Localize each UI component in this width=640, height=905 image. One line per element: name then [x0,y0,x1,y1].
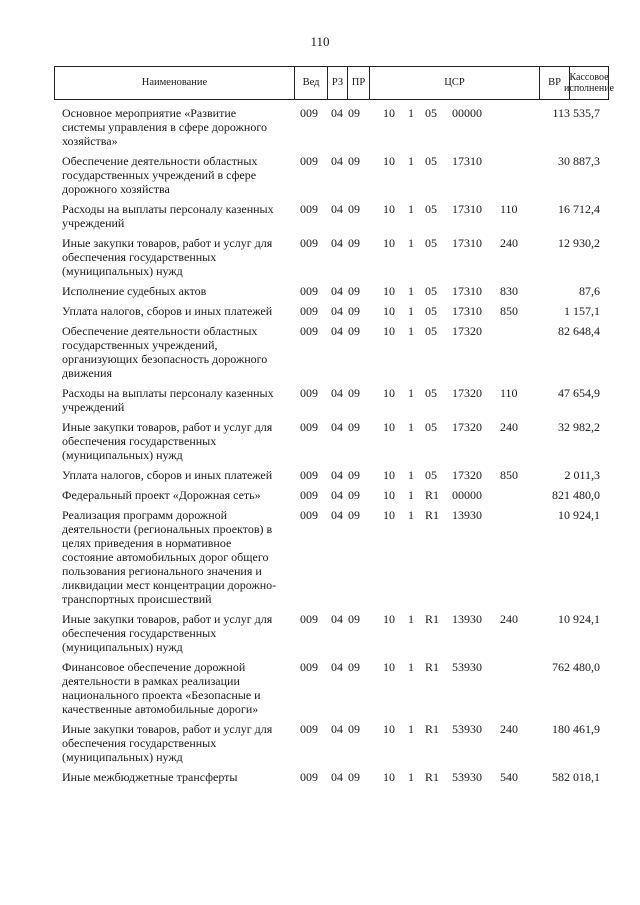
row-amount: 82 648,4 [558,324,600,338]
row-name: Расходы на выплаты персоналу казенных учреждений [62,202,274,230]
row-name: Федеральный проект «Дорожная сеть» [62,488,261,502]
row-pr: 09 [348,324,360,338]
row-amount: 32 982,2 [558,420,600,434]
row-name: Уплата налогов, сборов и иных платежей [62,304,273,318]
row-c2: 1 [408,386,414,400]
row-c4: 17320 [452,420,482,434]
row-c3: 05 [425,202,437,216]
row-pr: 09 [348,154,360,168]
table-header [54,66,614,100]
row-pr: 09 [348,386,360,400]
table-row [0,324,640,380]
row-c4: 17320 [452,324,482,338]
row-c2: 1 [408,420,414,434]
row-vr: 850 [500,468,518,482]
row-c4: 53930 [452,770,482,784]
row-ved: 009 [300,386,318,400]
row-rz: 04 [331,324,343,338]
row-ved: 009 [300,154,318,168]
row-c4: 00000 [452,488,482,502]
table-row [0,106,640,148]
row-ved: 009 [300,612,318,626]
row-c2: 1 [408,284,414,298]
header-rz: РЗ [328,67,348,99]
row-c2: 1 [408,612,414,626]
row-name: Обеспечение деятельности областных государственных учреждений в сфере дорожного хозяйства [62,154,258,196]
row-name: Основное мероприятие «Развитие системы управления в сфере дорожного хозяйства» [62,106,267,148]
row-pr: 09 [348,612,360,626]
row-vr: 240 [500,722,518,736]
row-c2: 1 [408,202,414,216]
table-row [0,386,640,414]
row-c1: 10 [383,236,395,250]
row-pr: 09 [348,468,360,482]
row-c4: 17320 [452,468,482,482]
row-amount: 1 157,1 [564,304,600,318]
header-pr: ПР [348,67,370,99]
page-number: 110 [310,34,330,49]
row-pr: 09 [348,304,360,318]
row-c1: 10 [383,660,395,674]
row-vr: 540 [500,770,518,784]
row-c4: 17310 [452,284,482,298]
row-ved: 009 [300,770,318,784]
row-c2: 1 [408,770,414,784]
row-c4: 13930 [452,612,482,626]
row-vr: 110 [500,386,518,400]
row-c3: 05 [425,236,437,250]
row-c3: 05 [425,106,437,120]
row-c1: 10 [383,154,395,168]
row-pr: 09 [348,202,360,216]
row-rz: 04 [331,386,343,400]
row-pr: 09 [348,488,360,502]
row-amount: 30 887,3 [558,154,600,168]
row-c4: 17310 [452,154,482,168]
row-ved: 009 [300,468,318,482]
row-pr: 09 [348,106,360,120]
row-c2: 1 [408,508,414,522]
row-ved: 009 [300,722,318,736]
row-name: Исполнение судебных актов [62,284,207,298]
row-c2: 1 [408,324,414,338]
header-kassovoe: Кассовое исполнение [564,71,614,94]
row-name: Иные закупки товаров, работ и услуг для обеспечения государственных (муниципальных) нужд [62,236,273,278]
row-c3: 05 [425,324,437,338]
row-vr: 240 [500,236,518,250]
table-row [0,236,640,278]
row-pr: 09 [348,236,360,250]
table-row [0,722,640,764]
row-amount: 762 480,0 [552,660,600,674]
row-vr: 110 [500,202,518,216]
row-c1: 10 [383,304,395,318]
row-c2: 1 [408,154,414,168]
table-row [0,420,640,462]
row-c3: R1 [425,508,440,522]
row-amount: 16 712,4 [558,202,600,216]
row-ved: 009 [300,420,318,434]
row-pr: 09 [348,284,360,298]
table-row [0,304,640,318]
table-row [0,660,640,716]
table-body [0,106,640,790]
row-name: Иные закупки товаров, работ и услуг для обеспечения государственных (муниципальных) нужд [62,722,273,764]
row-amount: 10 924,1 [558,508,600,522]
table-row [0,770,640,784]
header-name: Наименование [55,67,295,99]
row-c3: 05 [425,304,437,318]
row-name: Уплата налогов, сборов и иных платежей [62,468,273,482]
row-pr: 09 [348,770,360,784]
row-rz: 04 [331,304,343,318]
row-c2: 1 [408,468,414,482]
row-c2: 1 [408,660,414,674]
row-c1: 10 [383,420,395,434]
row-c1: 10 [383,488,395,502]
row-c1: 10 [383,612,395,626]
row-c1: 10 [383,722,395,736]
row-c3: 05 [425,386,437,400]
table-row [0,202,640,230]
row-ved: 009 [300,202,318,216]
row-c1: 10 [383,284,395,298]
row-c2: 1 [408,304,414,318]
row-name: Финансовое обеспечение дорожной деятельности в рамках реализации национального проекта «Безопасные и качественные автомобильные дороги» [62,660,261,716]
row-c1: 10 [383,324,395,338]
row-c1: 10 [383,508,395,522]
row-c1: 10 [383,386,395,400]
row-amount: 87,6 [579,284,600,298]
row-c4: 00000 [452,106,482,120]
row-amount: 12 930,2 [558,236,600,250]
row-ved: 009 [300,324,318,338]
row-c3: 05 [425,284,437,298]
row-ved: 009 [300,660,318,674]
table-row [0,468,640,482]
row-rz: 04 [331,236,343,250]
row-pr: 09 [348,722,360,736]
row-rz: 04 [331,420,343,434]
row-name: Иные закупки товаров, работ и услуг для обеспечения государственных (муниципальных) нужд [62,612,273,654]
row-name: Реализация программ дорожной деятельности (региональных проектов) в целях приведения в нормативное состояние автомобильных дорог общего пользования регионального значения и ликвидации мест концентрации дорожно-транспортных происшествий [62,508,277,606]
header-csr: ЦСР [370,67,540,99]
row-c3: R1 [425,770,440,784]
row-c3: 05 [425,420,437,434]
header-ved: Вед [295,67,328,99]
row-c2: 1 [408,236,414,250]
row-rz: 04 [331,660,343,674]
row-c4: 13930 [452,508,482,522]
row-rz: 04 [331,488,343,502]
row-c3: R1 [425,612,440,626]
row-rz: 04 [331,106,343,120]
table-row [0,508,640,606]
row-c4: 17310 [452,236,482,250]
row-amount: 10 924,1 [558,612,600,626]
row-ved: 009 [300,508,318,522]
row-rz: 04 [331,154,343,168]
row-c4: 53930 [452,722,482,736]
row-ved: 009 [300,304,318,318]
row-c4: 17310 [452,304,482,318]
row-amount: 582 018,1 [552,770,600,784]
row-ved: 009 [300,236,318,250]
row-ved: 009 [300,488,318,502]
row-vr: 240 [500,420,518,434]
row-ved: 009 [300,284,318,298]
row-name: Расходы на выплаты персоналу казенных учреждений [62,386,274,414]
row-c2: 1 [408,488,414,502]
row-c1: 10 [383,202,395,216]
row-c3: R1 [425,488,440,502]
row-c1: 10 [383,468,395,482]
row-amount: 2 011,3 [564,468,600,482]
row-vr: 830 [500,284,518,298]
row-pr: 09 [348,508,360,522]
row-amount: 180 461,9 [552,722,600,736]
row-vr: 850 [500,304,518,318]
table-row [0,612,640,654]
row-c2: 1 [408,722,414,736]
row-amount: 113 535,7 [552,106,600,120]
row-vr: 240 [500,612,518,626]
row-c4: 17310 [452,202,482,216]
row-rz: 04 [331,284,343,298]
row-c1: 10 [383,106,395,120]
row-name: Обеспечение деятельности областных государственных учреждений, организующих безопасность дорожного движения [62,324,268,380]
row-amount: 47 654,9 [558,386,600,400]
row-c3: 05 [425,468,437,482]
row-ved: 009 [300,106,318,120]
row-rz: 04 [331,612,343,626]
table-row [0,488,640,502]
row-amount: 821 480,0 [552,488,600,502]
row-name: Иные закупки товаров, работ и услуг для обеспечения государственных (муниципальных) нужд [62,420,273,462]
row-c3: 05 [425,154,437,168]
row-c4: 53930 [452,660,482,674]
row-pr: 09 [348,660,360,674]
row-c3: R1 [425,722,440,736]
row-pr: 09 [348,420,360,434]
row-rz: 04 [331,202,343,216]
row-c1: 10 [383,770,395,784]
row-rz: 04 [331,508,343,522]
row-name: Иные межбюджетные трансферты [62,770,238,784]
row-c3: R1 [425,660,440,674]
row-rz: 04 [331,770,343,784]
header-vr: ВР [540,67,570,99]
row-rz: 04 [331,468,343,482]
row-rz: 04 [331,722,343,736]
table-row [0,154,640,196]
row-c2: 1 [408,106,414,120]
table-row [0,284,640,298]
row-c4: 17320 [452,386,482,400]
